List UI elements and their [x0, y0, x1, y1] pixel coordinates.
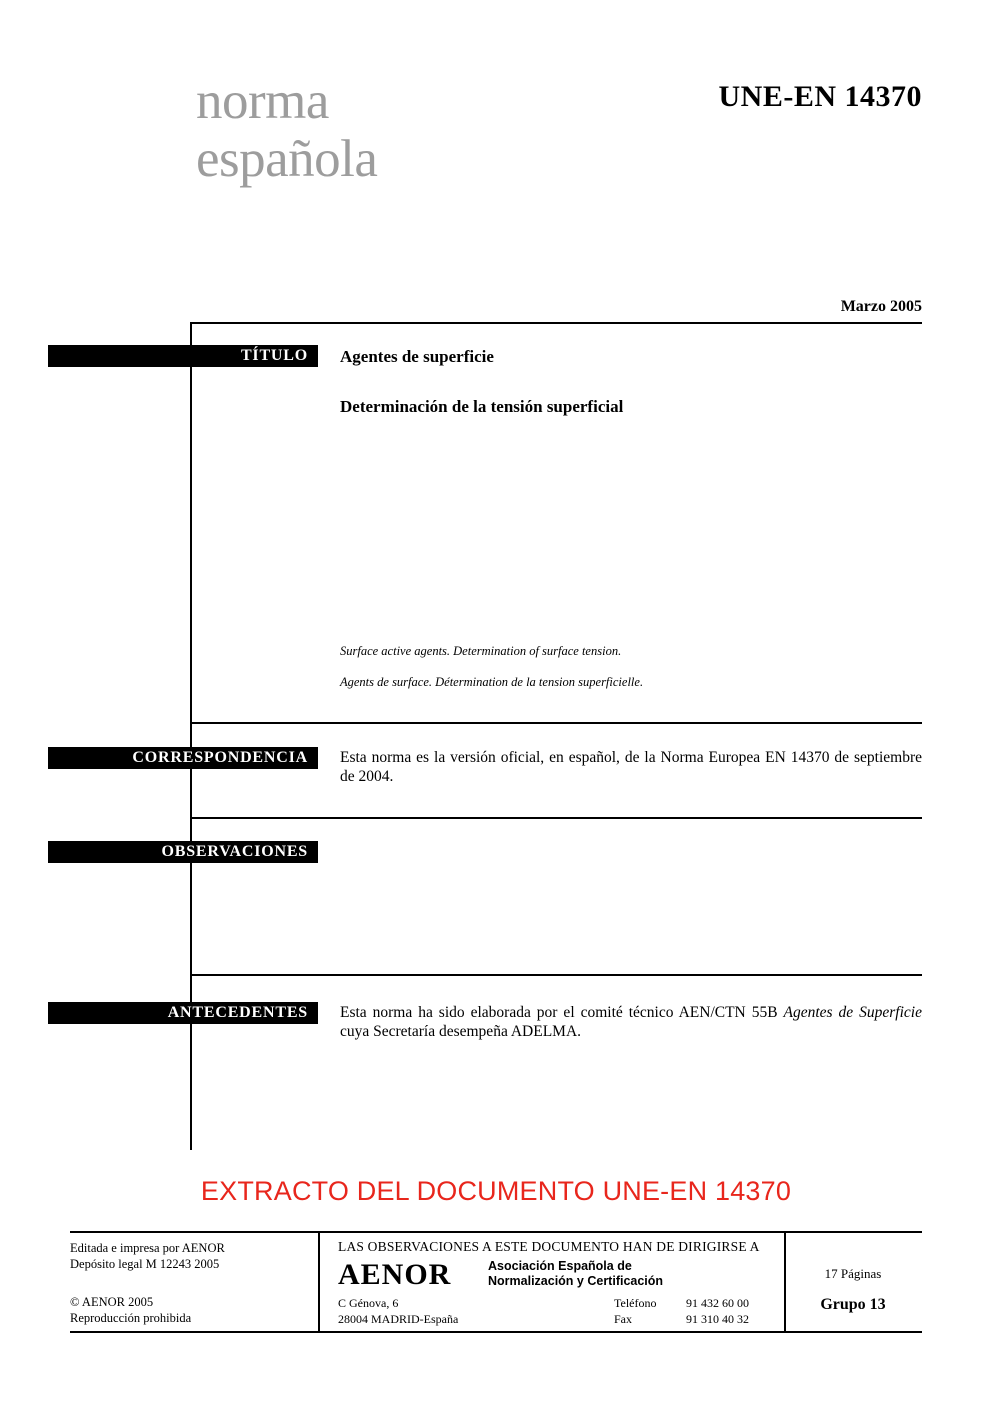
correspondencia-text: Esta norma es la versión oficial, en español, de la Norma Europea EN 14370 de septiembre de 2004.: [340, 749, 922, 785]
label-observaciones: OBSERVACIONES: [48, 841, 318, 863]
masthead-line-2: española: [196, 130, 378, 188]
extract-banner: EXTRACTO DEL DOCUMENTO UNE-EN 14370: [200, 1176, 792, 1206]
masthead: [196, 72, 716, 188]
antecedentes-part-1: Esta norma ha sido elaborada por el comité técnico AEN/CTN 55B: [340, 1004, 784, 1021]
footer-observations-heading: LAS OBSERVACIONES A ESTE DOCUMENTO HAN DE DIRIGIRSE A: [338, 1239, 760, 1254]
titulo-line-1: Agentes de superficie: [340, 347, 494, 366]
footer-address-line-1: C Génova, 6: [338, 1296, 399, 1310]
masthead-line-1: norma: [196, 72, 329, 130]
label-titulo: TÍTULO: [48, 345, 318, 367]
footer-grupo: Grupo 13: [820, 1296, 886, 1313]
footer-separator-right: [784, 1231, 786, 1333]
antecedentes-italic-1: Agentes de Superficie: [783, 1004, 922, 1021]
footer-edited-line-2: Depósito legal M 12243 2005: [70, 1257, 220, 1271]
footer-pages: 17 Páginas: [824, 1266, 882, 1281]
rule-observaciones-top: [190, 817, 922, 819]
antecedentes-text: [340, 1003, 922, 1041]
titulo-subtitle-fr: Agents de surface. Détermination de la tension superficielle.: [340, 675, 644, 689]
aenor-logo-subtitle: [488, 1259, 663, 1289]
footer-rule-top: [70, 1231, 922, 1233]
footer-copyright-line-2: Reproducción prohibida: [70, 1311, 192, 1325]
aenor-logo-subtitle-line-2: Normalización y Certificación: [488, 1274, 664, 1288]
footer-phone-label: Teléfono: [614, 1296, 657, 1310]
footer-copyright-line-1: © AENOR 2005: [70, 1295, 154, 1309]
aenor-logo: AENOR: [338, 1258, 452, 1291]
aenor-logo-subtitle-line-1: Asociación Española de: [488, 1259, 632, 1273]
rule-vertical-titulo: [190, 322, 192, 722]
footer-rule-bottom: [70, 1331, 922, 1333]
titulo-line-2: Determinación de la tensión superficial: [340, 397, 624, 416]
rule-correspondencia-top: [190, 722, 922, 724]
rule-antecedentes-top: [190, 974, 922, 976]
antecedentes-part-2: cuya Secretaría desempeña ADELMA.: [340, 1023, 582, 1040]
footer-fax-label: Fax: [614, 1312, 632, 1326]
rule-vertical-antecedentes: [190, 974, 192, 1150]
publication-date: Marzo 2005: [840, 298, 922, 315]
label-antecedentes: ANTECEDENTES: [48, 1002, 318, 1024]
document-code: UNE-EN 14370: [718, 80, 922, 113]
titulo-subtitle-en: Surface active agents. Determination of surface tension.: [340, 644, 622, 658]
footer-address-line-2: 28004 MADRID-España: [338, 1312, 459, 1326]
label-correspondencia: CORRESPONDENCIA: [48, 747, 318, 769]
footer-fax-value: 91 310 40 32: [686, 1312, 749, 1326]
rule-top: [190, 322, 922, 324]
footer-separator-left: [318, 1231, 320, 1333]
footer-phone-value: 91 432 60 00: [686, 1296, 749, 1310]
rule-vertical-correspondencia: [190, 722, 192, 817]
footer-edited-line-1: Editada e impresa por AENOR: [70, 1241, 225, 1255]
